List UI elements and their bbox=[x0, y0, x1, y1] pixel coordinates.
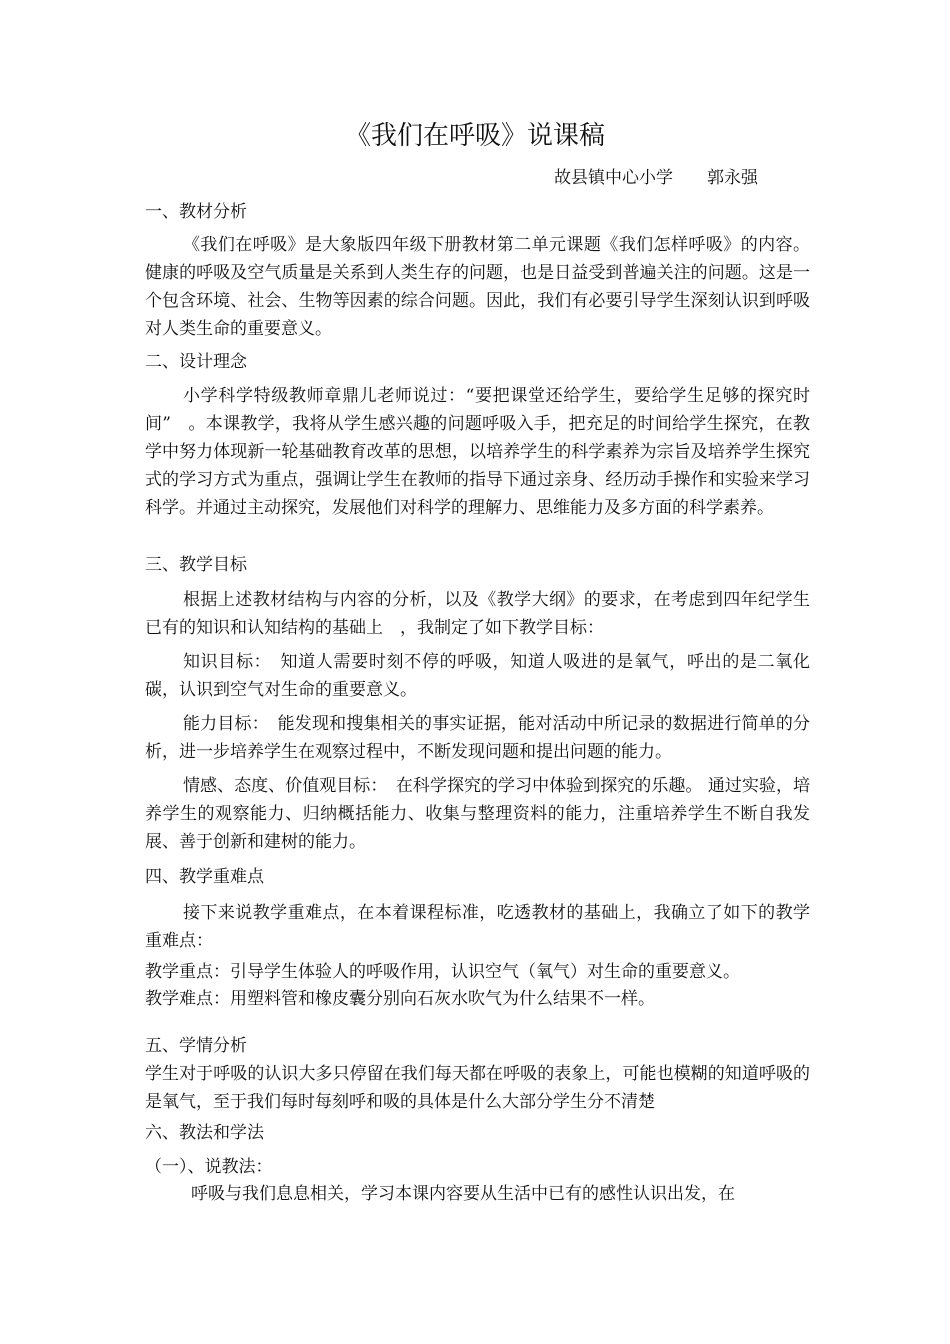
teaching-difficult-point: 教学难点：用塑料管和橡皮囊分别向石灰水吹气为什么结果不一样。 bbox=[145, 989, 655, 1009]
subsection-heading-teaching-method: （一）、说教法： bbox=[145, 1157, 273, 1177]
section-2-paragraph: 小学科学特级教师章鼎儿老师说过：“要把课堂还给学生，要给学生足够的探究时间” 。本课教学，我将从学生感兴趣的问题呼吸入手，把充足的时间给学生探究，在教学中努力体现新一轮基础教育改革的思想，以培养学生的科学素养为宗旨及培养学生探究式的学习方式为重点，强调让学生在教师的指导下通过亲身、经历动手操作和实验来学习科学。并通过主动探究，发展他们对科学的理解力、思维能力及多方面的科学素养。 bbox=[145, 386, 810, 518]
section-heading-5: 五、学情分析 bbox=[145, 1036, 247, 1056]
section-heading-3: 三、教学目标 bbox=[145, 555, 247, 575]
emotion-goal: 情感、态度、价值观目标： 在科学探究的学习中体验到探究的乐趣。 通过实验，培养学生的观察能力、归纳概括能力、收集与整理资料的能力，注重培养学生不断自我发展、善于创新和建树的能力。 bbox=[145, 776, 810, 852]
section-heading-1: 一、教材分析 bbox=[145, 202, 247, 222]
section-5-paragraph: 学生对于呼吸的认识大多只停留在我们每天都在呼吸的表象上，可能也模糊的知道呼吸的是氧气，至于我们每时每刻呼和吸的具体是什么大部分学生分不清楚 bbox=[145, 1064, 810, 1112]
teaching-method-paragraph: 呼吸与我们息息相关，学习本课内容要从生活中已有的感性认识出发，在 bbox=[191, 1184, 735, 1204]
section-heading-6: 六、教法和学法 bbox=[145, 1123, 264, 1143]
section-4-paragraph: 接下来说教学重难点，在本着课程标准，吃透教材的基础上，我确立了如下的教学重难点： bbox=[145, 903, 810, 951]
section-1-paragraph: 《我们在呼吸》是大象版四年级下册教材第二单元课题《我们怎样呼吸》的内容。健康的呼吸及空气质量是关系到人类生存的问题，也是日益受到普遍关注的问题。这是一个包含环境、社会、生物等因素的综合问题。因此，我们有必要引导学生深刻认识到呼吸对人类生命的重要意义。 bbox=[145, 235, 810, 339]
document-title: 《我们在呼吸》说课稿 bbox=[344, 121, 605, 151]
knowledge-goal: 知识目标： 知道人需要时刻不停的呼吸，知道人吸进的是氧气，呼出的是二氧化碳，认识到空气对生命的重要意义。 bbox=[145, 652, 810, 700]
ability-goal: 能力目标： 能发现和搜集相关的事实证据，能对活动中所记录的数据进行简单的分析，进一步培养学生在观察过程中，不断发现问题和提出问题的能力。 bbox=[145, 714, 810, 762]
section-3-paragraph: 根据上述教材结构与内容的分析，以及《教学大纲》的要求，在考虑到四年纪学生已有的知识和认知结构的基础上 ，我制定了如下教学目标： bbox=[145, 590, 810, 638]
section-heading-2: 二、设计理念 bbox=[145, 352, 247, 372]
section-heading-4: 四、教学重难点 bbox=[145, 867, 264, 887]
teaching-key-point: 教学重点：引导学生体验人的呼吸作用，认识空气（氧气）对生命的重要意义。 bbox=[145, 962, 740, 982]
author-line: 故县镇中心小学 郭永强 bbox=[554, 168, 758, 188]
